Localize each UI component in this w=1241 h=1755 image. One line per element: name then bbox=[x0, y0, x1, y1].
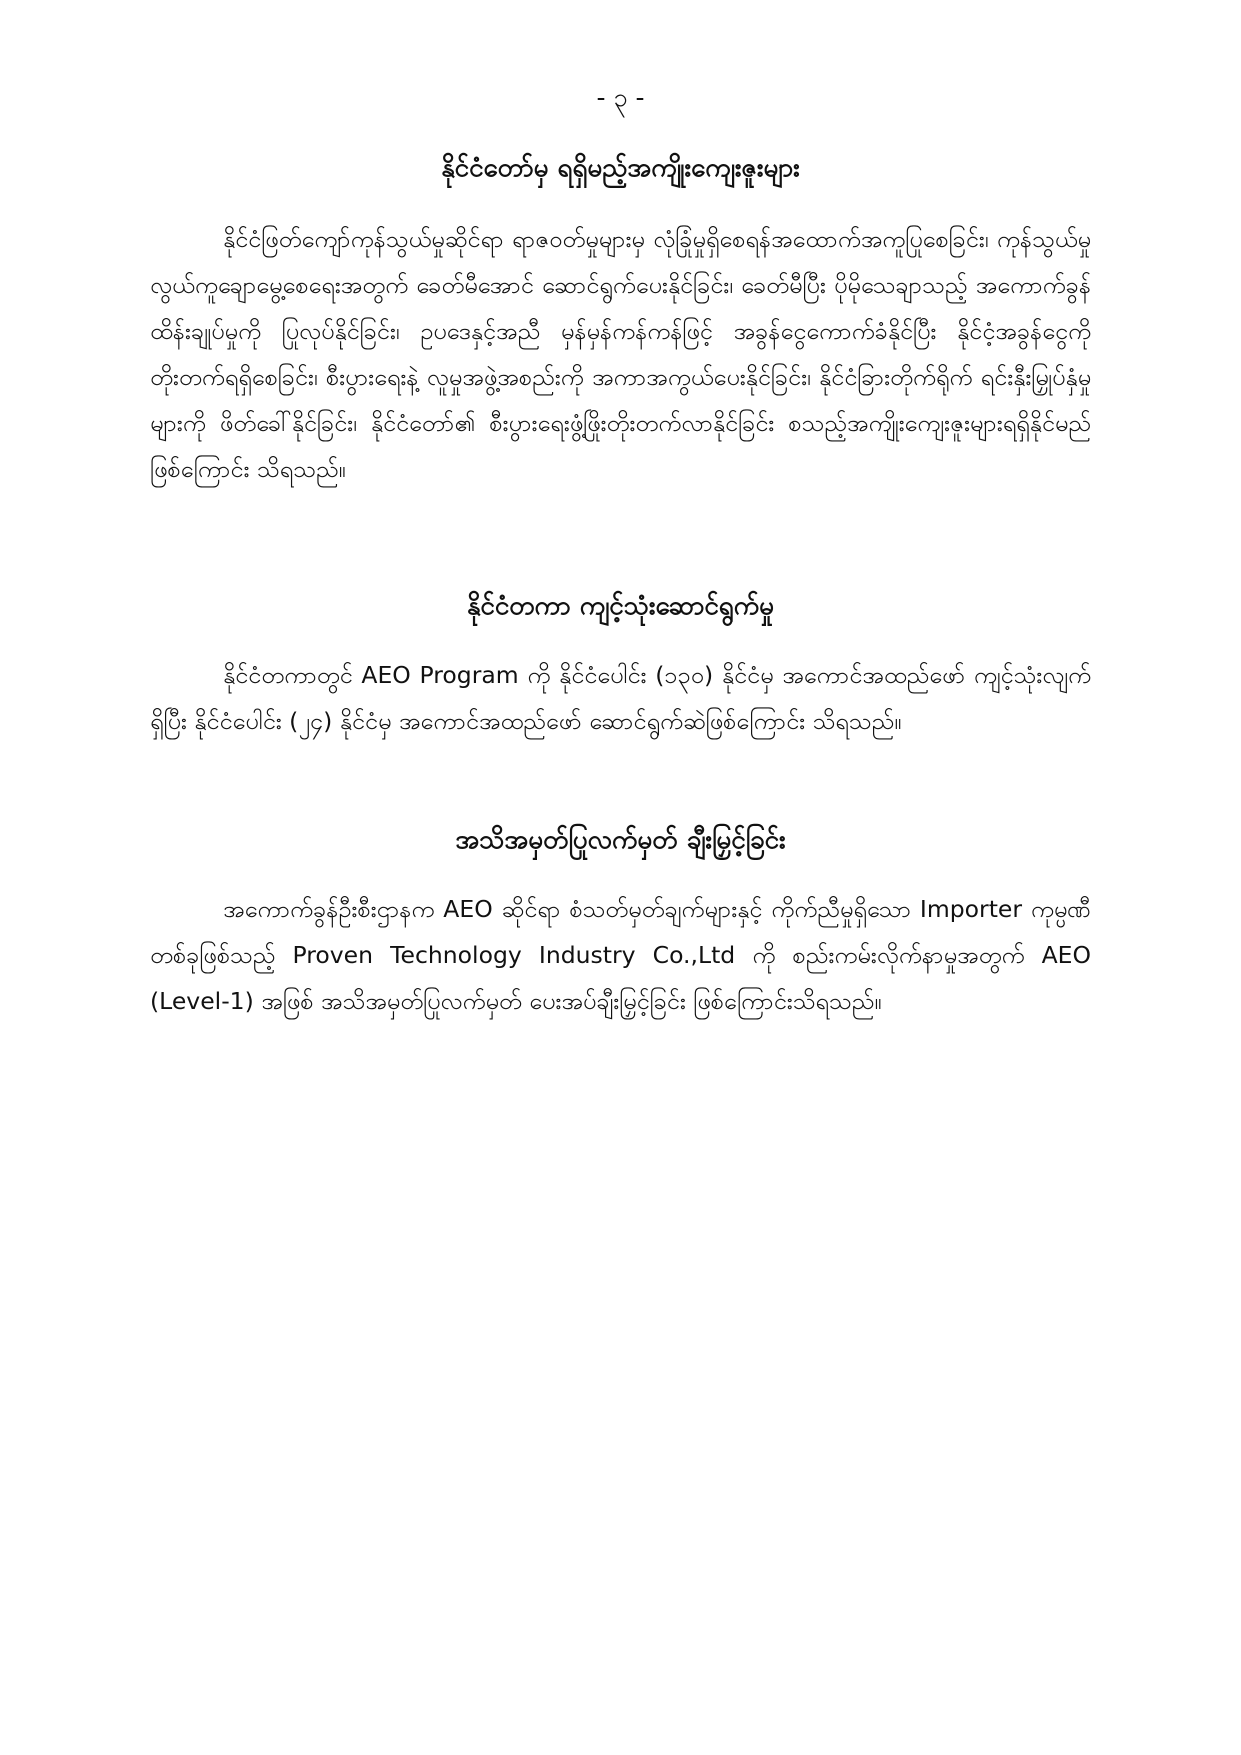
section-heading-certificate-award: အသိအမှတ်ပြုလက်မှတ် ချီးမြှင့်ခြင်း bbox=[455, 825, 786, 855]
page-number: - ၃ - bbox=[596, 83, 645, 112]
section-heading-national-benefits: နိုင်ငံတော်မှ ရရှိမည့်အကျိုးကျေးဇူးများ bbox=[441, 153, 800, 183]
section-paragraph-certificate-award: အကောက်ခွန်ဦးစီးဌာနက AEO ဆိုင်ရာ စံသတ်မှတ်ချက်များနှင့် ကိုက်ညီမှုရှိသော Importer ကုမ္ပဏီတစ်ခုဖြစ်သည့် Proven Technology Industry Co.,Ltd ကို စည်းကမ်းလိုက်နာမှုအတွက် AEO (Level-1) အဖြစ် အသိအမှတ်ပြုလက်မှတ် ပေးအပ်ချီးမြှင့်ခြင်း ဖြစ်ကြောင်းသိရသည်။ bbox=[150, 895, 1091, 1015]
section-paragraph-national-benefits: နိုင်ငံဖြတ်ကျော်ကုန်သွယ်မှုဆိုင်ရာ ရာဇဝတ်မှုများမှ လုံခြုံမှုရှိစေရန်အထောက်အကူပြုစေခြင်း၊ ကုန်သွယ်မှုလွယ်ကူချောမွေ့စေရေးအတွက် ခေတ်မီအောင် ဆောင်ရွက်ပေးနိုင်ခြင်း၊ ခေတ်မီပြီး ပိုမိုသေချာသည့် အကောက်ခွန်ထိန်းချုပ်မှုကို ပြုလုပ်နိုင်ခြင်း၊ ဥပဒေနှင့်အညီ မှန်မှန်ကန်ကန်ဖြင့် အခွန်ငွေကောက်ခံနိုင်ပြီး နိုင်ငံ့အခွန်ငွေကို တိုးတက်ရရှိစေခြင်း၊ စီးပွားရေးနဲ့ လူမှုအဖွဲ့အစည်းကို အကာအကွယ်ပေးနိုင်ခြင်း၊ နိုင်ငံခြားတိုက်ရိုက် ရင်းနှီးမြှုပ်နှံမှုများကို ဖိတ်ခေါ်နိုင်ခြင်း၊ နိုင်ငံတော်၏ စီးပွားရေးဖွံ့ဖြိုးတိုးတက်လာနိုင်ခြင်း စသည့်အကျိုးကျေးဇူးများရရှိနိုင်မည်ဖြစ်ကြောင်း သိရသည်။ bbox=[150, 225, 1091, 483]
section-heading-international-practice: နိုင်ငံတကာ ကျင့်သုံးဆောင်ရွက်မှု bbox=[466, 591, 775, 621]
section-paragraph-international-practice: နိုင်ငံတကာတွင် AEO Program ကို နိုင်ငံပေါင်း (၁၃၀) နိုင်ငံမှ အကောင်အထည်ဖော် ကျင့်သုံးလျက်ရှိပြီး နိုင်ငံပေါင်း (၂၄) နိုင်ငံမှ အကောင်အထည်ဖော် ဆောင်ရွက်ဆဲဖြစ်ကြောင်း သိရသည်။ bbox=[150, 661, 1091, 735]
